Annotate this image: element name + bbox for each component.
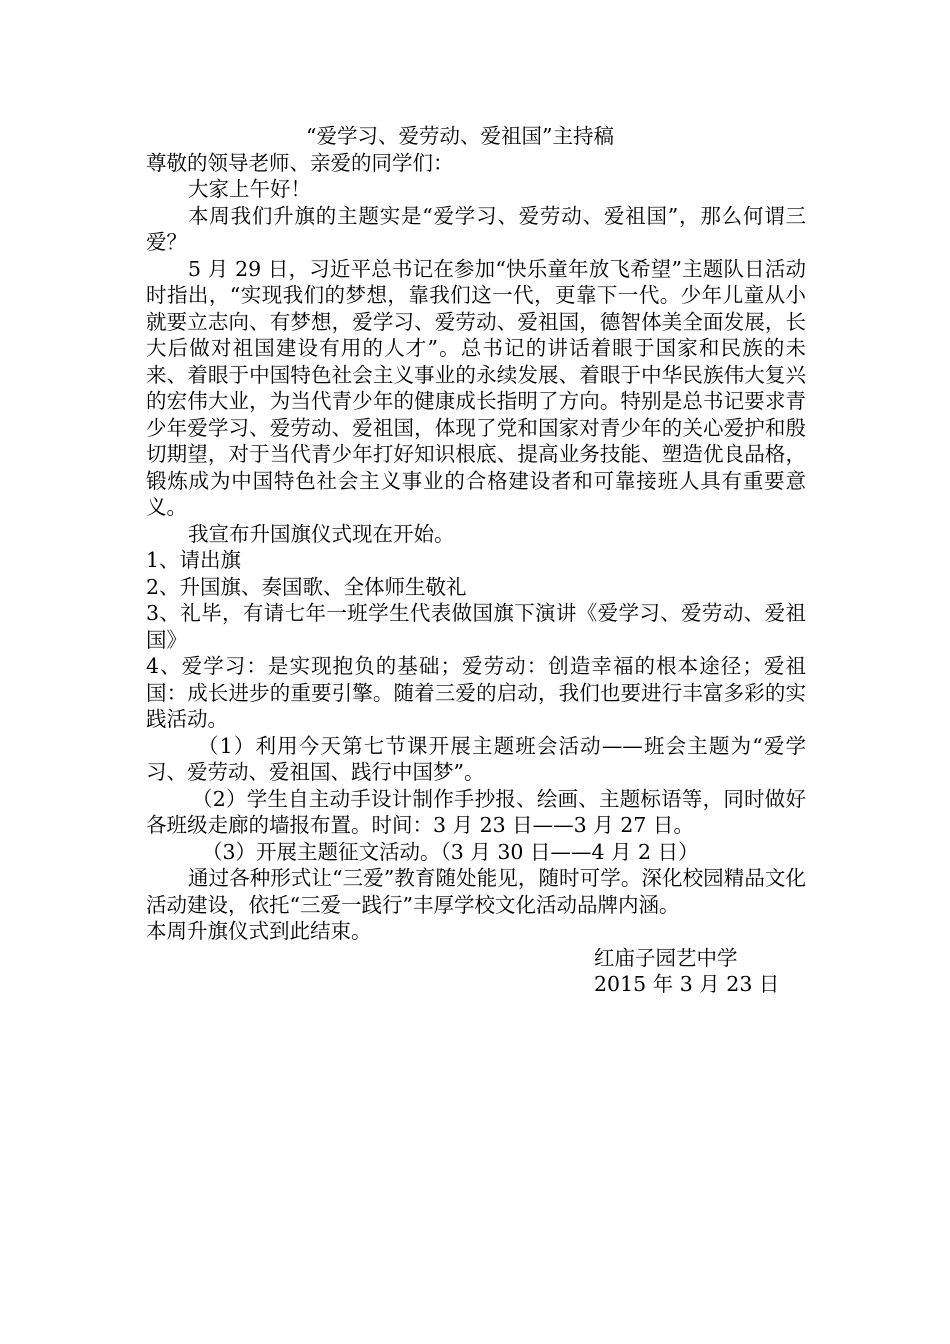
list-item-1: 1、请出旗 [146,548,242,572]
sub-item-1: （1）利用今天第七节课开展主题班会活动——班会主题为“爱学习、爱劳动、爱祖国、践行中国梦”。 [146,733,806,784]
end-paragraph: 本周升旗仪式到此结束。 [146,919,372,943]
salutation: 尊敬的领导老师、亲爱的同学们： [146,150,454,175]
intro-paragraph: 本周我们升旗的主题实是“爱学习、爱劳动、爱祖国”，那么何谓三爱？ [146,203,806,254]
list-item-2: 2、升国旗、奏国歌、全体师生敬礼 [146,574,467,599]
document-body [146,123,806,998]
sub-item-3: （3）开展主题征文活动。（3 月 30 日——4 月 2 日） [202,839,699,864]
list-item-4: 4、爱学习：是实现抱负的基础；爱劳动：创造幸福的根本途径；爱祖国：成长进步的重要引擎。随着三爱的启动，我们也要进行丰富多彩的实践活动。 [146,654,806,731]
announce-paragraph: 我宣布升国旗仪式现在开始。 [188,521,455,546]
list-item-3: 3、礼毕，有请七年一班学生代表做国旗下演讲《爱学习、爱劳动、爱祖国》 [146,601,806,652]
signature-date: 2015 年 3 月 23 日 [594,972,780,996]
speech-paragraph: 5 月 29 日，习近平总书记在参加“快乐童年放飞希望”主题队日活动时指出，“实现我们的梦想，靠我们这一代，更靠下一代。少年儿童从小就要立志向、有梦想，爱学习、爱劳动、爱祖国，德智体美全面发展，长大后做对祖国建设有用的人才”。总书记的讲话着眼于国家和民族的未来、着眼于中国特色社会主义事业的永续发展、着眼于中华民族伟大复兴的宏伟大业，为当代青少年的健康成长指明了方向。特别是总书记要求青少年爱学习、爱劳动、爱祖国，体现了党和国家对青少年的关心爱护和殷切期望，对于当代青少年打好知识根底、提高业务技能、塑造优良品格，锻炼成为中国特色社会主义事业的合格建设者和可靠接班人具有重要意义。 [146,256,806,519]
closing-paragraph: 通过各种形式让“三爱”教育随处能见，随时可学。深化校园精品文化活动建设，依托“三爱一践行”丰厚学校文化活动品牌内涵。 [146,866,806,917]
sub-item-2: （2）学生自主动手设计制作手抄报、绘画、主题标语等，同时做好各班级走廊的墙报布置。时间：3 月 23 日——3 月 27 日。 [146,786,806,837]
signature-school: 红庙子园艺中学 [594,945,738,970]
greeting: 大家上午好！ [188,177,311,201]
document-title: “爱学习、爱劳动、爱祖国”主持稿 [306,124,614,148]
